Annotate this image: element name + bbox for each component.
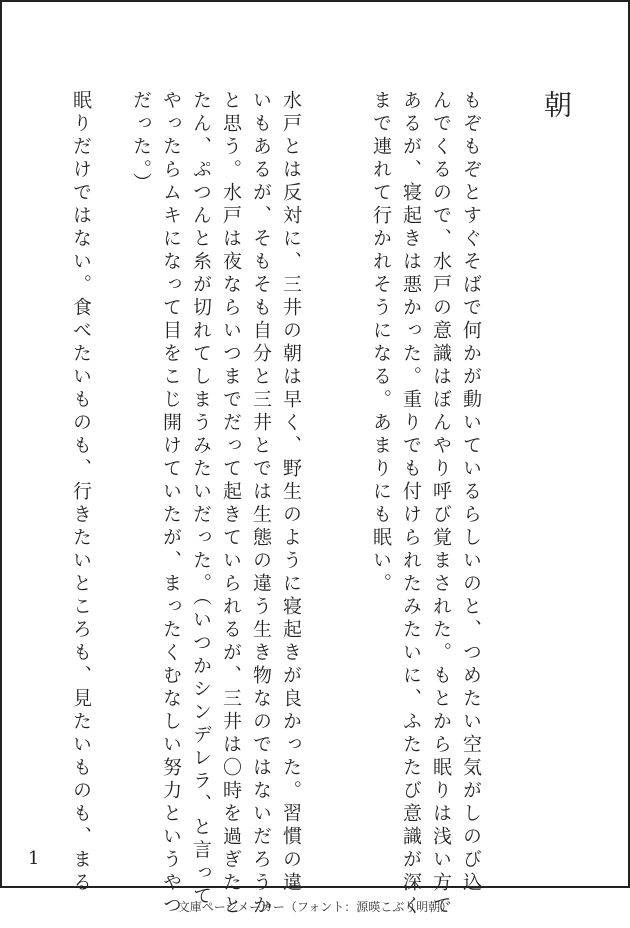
text-column-8: と思う。水戸は夜ならいつまでだって起きていられるが、三井は〇時を過ぎたと [220,90,242,918]
text-column-12: 眠りだけではない。食べたいものも、行きたいところも、見たいものも、まる [70,90,92,895]
text-column-3: あるが、寝起きは悪かった。重りでも付けられたみたいに、ふたたび意識が深く [400,90,422,918]
text-column-1: もぞもぞとすぐそばで何かが動いているらしいのと、つめたい空気がしのび込 [460,90,482,895]
chapter-title: 朝 [540,90,573,118]
text-column-9: たん、ぷつんと糸が切れてしまうみたいだった。（いつかシンデレラ、と言って [190,90,212,909]
text-column-2: んでくるので、水戸の意識はぼんやり呼び覚まされた。もとから眠りは浅い方で [430,90,452,918]
text-column-7: いもあるが、そもそも自分と三井とでは生態の違う生き物なのではないだろうか [250,90,272,918]
page-number: 1 [28,848,40,869]
text-column-11: だった。） [130,90,152,196]
text-column-6: 水戸とは反対に、三井の朝は早く、野生のように寝起きが良かった。習慣の違 [280,90,302,895]
text-column-10: やったらムキになって目をこじ開けていたが、まったくむなしい努力というやつ [160,90,182,918]
text-column-4: まで連れて行かれそうになる。あまりにも眠い。 [370,90,392,596]
footer-caption: 文庫ページメーカー（フォント：源暎こぶり明朝） [177,900,453,914]
